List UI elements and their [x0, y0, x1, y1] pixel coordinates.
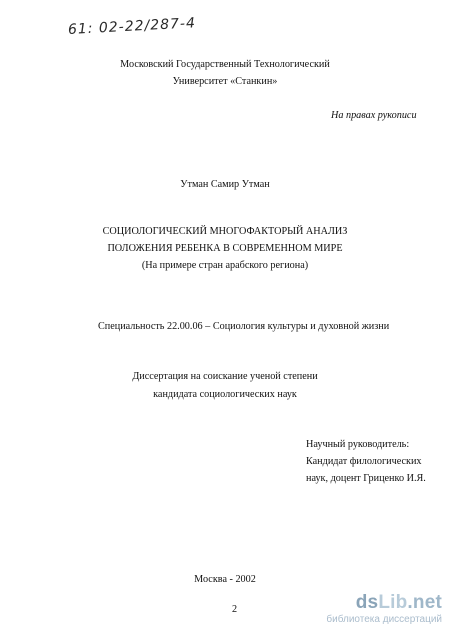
dslib-logo [302, 593, 442, 613]
title-line-2: ПОЛОЖЕНИЯ РЕБЕНКА В СОВРЕМЕННОМ МИРЕ [107, 243, 343, 254]
dslib-watermark [302, 593, 442, 626]
page-number: 2 [232, 604, 238, 615]
place-and-year: Москва - 2002 [194, 574, 256, 585]
advisor-line-3: наук, доцент Гриценко И.Я. [306, 473, 426, 484]
logo-part-net: .net [407, 592, 442, 613]
dissertation-line-1: Диссертация на соискание ученой степени [132, 371, 318, 382]
watermark-caption: библиотека диссертаций [326, 614, 442, 625]
title-line-3: (На примере стран арабского региона) [141, 260, 309, 271]
dissertation-line-2: кандидата социологических наук [153, 389, 297, 400]
logo-part-lib: Lib [378, 592, 408, 613]
specialty-line: Специальность 22.00.06 – Социология культуры и духовной жизни [98, 321, 390, 332]
institution-line-1: Московский Государственный Технологический [120, 59, 330, 70]
manuscript-note: На правах рукописи [331, 110, 417, 121]
advisor-line-2: Кандидат филологических [306, 456, 422, 467]
advisor-line-1: Научный руководитель: [306, 439, 410, 450]
handwritten-catalog-code: 61: 02-22/287-4 [67, 15, 197, 38]
author-name: Утман Самир Утман [180, 179, 270, 190]
logo-part-ds: ds [355, 592, 379, 613]
institution-line-2: Университет «Станкин» [172, 76, 278, 87]
title-line-1: СОЦИОЛОГИЧЕСКИЙ МНОГОФАКТОРЫЙ АНАЛИЗ [102, 226, 348, 237]
